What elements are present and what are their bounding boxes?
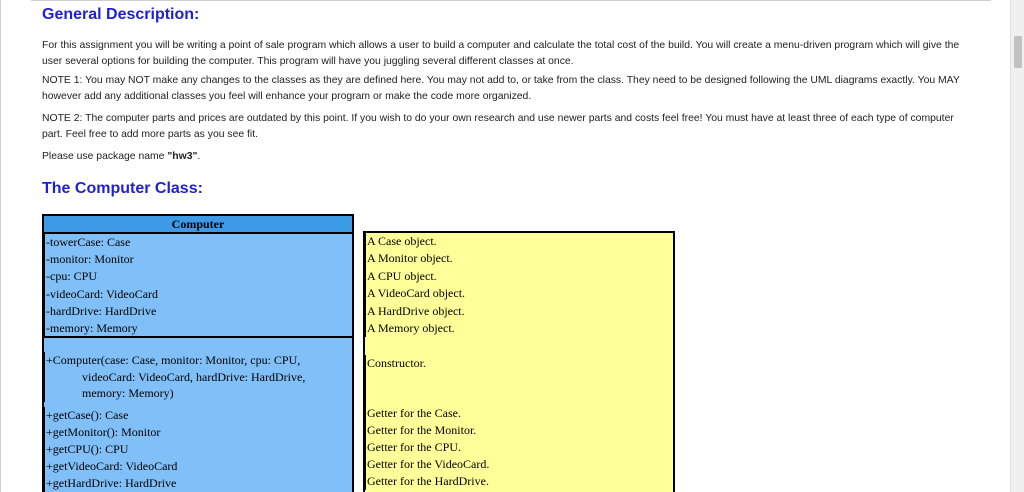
attribute-description: A Case object.	[365, 233, 673, 250]
note-2-paragraph: NOTE 2: The computer parts and prices are outdated by this point. If you wish to do your own research and use newer parts and costs feel free! You must have at least three of each type of computer part. Feel free to add more parts as you see fit.	[42, 113, 954, 140]
uml-method: +getHardDrive: HardDrive	[44, 475, 352, 492]
method-description: Getter for the HardDrive.	[365, 473, 673, 490]
uml-attribute: -hardDrive: HardDrive	[44, 303, 352, 320]
method-descriptions	[365, 405, 673, 490]
intro-paragraph: For this assignment you will be writing a point of sale program which allows a user to build a computer and calculate the total cost of the build. You will create a menu-driven program which will give the user several options for building the computer. This program will have you juggling several different classes at once.	[42, 40, 960, 67]
uml-method: +getCase(): Case	[44, 407, 352, 424]
uml-attribute: -monitor: Monitor	[44, 251, 352, 268]
computer-class-heading: The Computer Class:	[42, 180, 203, 197]
uml-constructor: +Computer(case: Case, monitor: Monitor, cpu: CPU, videoCard: VideoCard, hardDrive: HardDrive, memory: Memory)	[44, 352, 352, 402]
package-name: "hw3"	[167, 151, 198, 162]
uml-diagram	[42, 214, 354, 492]
uml-attribute: -towerCase: Case	[44, 234, 352, 251]
attribute-description: A HardDrive object.	[365, 303, 673, 320]
uml-method: +getCPU(): CPU	[44, 441, 352, 458]
attribute-description: A Memory object.	[365, 320, 673, 337]
note-1-paragraph: NOTE 1: You may NOT make any changes to the classes as they are defined here. You may not add to, or take from the class. They need to be designed following the UML diagrams exactly. You MAY however add any additional classes you feel will enhance your program or make the code more organized.	[42, 75, 960, 102]
scrollbar-thumb[interactable]	[1014, 36, 1022, 68]
uml-attribute: -videoCard: VideoCard	[44, 286, 352, 303]
method-description: Getter for the CPU.	[365, 439, 673, 456]
uml-attribute: -memory: Memory	[44, 320, 352, 337]
package-prefix: Please use package name	[42, 151, 168, 162]
attribute-description: A VideoCard object.	[365, 285, 673, 302]
method-description: Getter for the VideoCard.	[365, 456, 673, 473]
attribute-description: A Monitor object.	[365, 250, 673, 267]
uml-class-name: Computer	[44, 216, 352, 234]
uml-attributes	[44, 234, 352, 338]
package-paragraph	[42, 149, 962, 165]
description-table	[363, 231, 675, 492]
general-description-heading: General Description:	[42, 6, 200, 23]
uml-attribute: -cpu: CPU	[44, 268, 352, 285]
method-description: Getter for the Case.	[365, 405, 673, 422]
package-suffix: .	[197, 151, 201, 162]
top-divider	[31, 0, 991, 1]
method-description: Getter for the Monitor.	[365, 422, 673, 439]
attribute-description: A CPU object.	[365, 268, 673, 285]
uml-methods	[44, 338, 352, 492]
vertical-scrollbar[interactable]	[1010, 0, 1024, 492]
constructor-description: Constructor.	[365, 355, 673, 405]
uml-method: +getMonitor(): Monitor	[44, 424, 352, 441]
uml-method: +getVideoCard: VideoCard	[44, 458, 352, 475]
